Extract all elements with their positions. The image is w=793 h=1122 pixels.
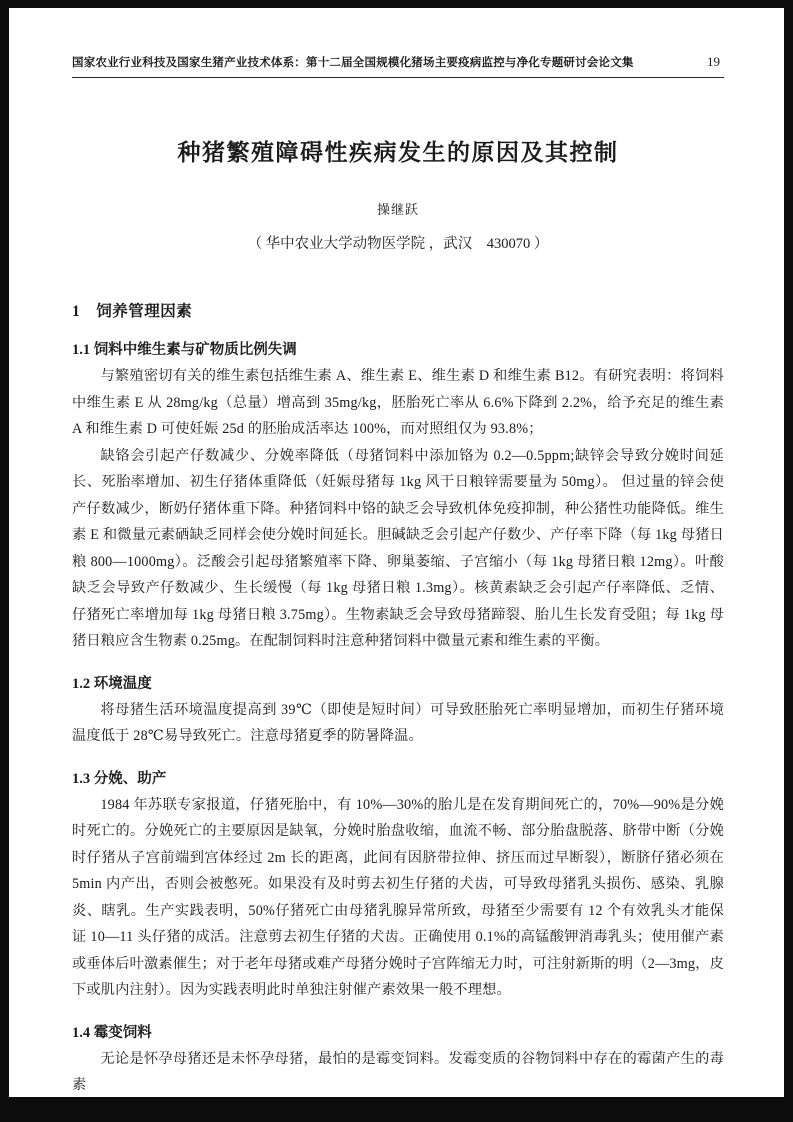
subsection-1-4-heading: 1.4 霉变饲料 [72,1024,152,1041]
paragraph: 1984 年苏联专家报道，仔猪死胎中，有 10%—30%的胎儿是在发育期间死亡的，70%—90%是分娩时死亡的。分娩死亡的主要原因是缺氧，分娩时胎盘收缩，血流不畅、部分胎盘脱落、脐带中断（分娩时仔猪从子宫前端到宫体经过 2m 长的距离，此间有因脐带拉伸、挤压而过早断裂），断脐仔猪必须在 5min 内产出，否则会被憋死。如果没有及时剪去初生仔猪的犬齿，可导致母猪乳头损伤、感染、乳腺炎、瞎乳。生产实践表明，50%仔猪死亡由母猪乳腺异常所致，母猪至少需要有 12 个有效乳头才能保证 10—11 头仔猪的成活。注意剪去初生仔猪的犬齿。正确使用 0.1%的高锰酸钾消毒乳头；使用催产素或垂体后叶激素催生；对于老年母猪或难产母猪分娩时子宫阵缩无力时，可注射新斯的明（2—3mg，皮下或肌内注射）。因为实践表明此时单独注射催产素效果一般不理想。 [72,796,724,998]
subsection-1-3 [72,766,724,1004]
author-name: 操继跃 [376,202,419,217]
paragraph: 将母猪生活环境温度提高到 39℃（即使是短时间）可导致胚胎死亡率明显增加，而初生仔猪环境温度低于 28℃易导致死亡。注意母猪夏季的防暑降温。 [72,701,724,744]
running-header-title: 国家农业行业科技及国家生猪产业技术体系：第十二届全国规模化猪场主要疫病监控与净化专题研讨会论文集 [72,57,634,69]
paper-title: 种猪繁殖障碍性疾病发生的原因及其控制 [177,140,619,165]
section-1-heading: 1 饲养管理因素 [72,303,193,320]
subsection-1-3-heading: 1.3 分娩、助产 [72,770,167,787]
page-number: 19 [707,54,720,69]
running-header [72,54,724,70]
subsection-1-2 [72,671,724,750]
header-rule [72,77,724,78]
document-page [9,8,784,1097]
paragraph: 与繁殖密切有关的维生素包括维生素 A、维生素 E、维生素 D 和维生素 B12。有研究表明：将饲料中维生素 E 从 28mg/kg（总量）增高到 35mg/kg，胚胎死亡率从 6.6%下降到 2.2%，给予充足的维生素 A 和维生素 D 可使妊娠 25d 的胚胎成活率达 100%，而对照组仅为 93.8%； [72,368,724,437]
subsection-1-2-heading: 1.2 环境温度 [72,675,152,692]
subsection-1-1 [72,337,724,655]
section-1 [72,299,724,1099]
paragraph: 无论是怀孕母猪还是未怀孕母猪，最怕的是霉变饲料。发霉变质的谷物饲料中存在的霉菌产生的毒素 [72,1050,724,1093]
subsection-1-4 [72,1020,724,1099]
author-affiliation: （ 华中农业大学动物医学院 ，武汉 430070 ） [247,236,549,252]
subsection-1-1-heading: 1.1 饲料中维生素与矿物质比例失调 [72,342,297,358]
paragraph: 缺铬会引起产仔数减少、分娩率降低（母猪饲料中添加铬为 0.2—0.5ppm;缺锌会导致分娩时间延长、死胎率增加、初生仔猪体重降低（妊娠母猪每 1kg 风干日粮锌需要量为 50mg）。 但过量的锌会使产仔数减少，断奶仔猪体重下降。种猪饲料中铬的缺乏会导致机体免疫抑制，种公猪性功能降低。维生素 E 和微量元素硒缺乏同样会使分娩时间延长。胆碱缺乏会引起产仔数少、产仔率下降（每 1kg 母猪日粮 800—1000mg）。泛酸会引起母猪繁殖率下降、卵巢萎缩、子宫缩小（每 1kg 母猪日粮 12mg）。叶酸缺乏会导致产仔数减少、生长缓慢（每 1kg 母猪日粮 1.3mg）。核黄素缺乏会引起产仔率降低、乏情、仔猪死亡率增加每 1kg 母猪日粮 3.75mg）。生物素缺乏会导致母猪蹄裂、胎儿生长发育受阻；每 1kg 母猪日粮应含生物素 0.25mg。在配制饲料时注意种猪饲料中微量元素和维生素的平衡。 [72,447,724,649]
